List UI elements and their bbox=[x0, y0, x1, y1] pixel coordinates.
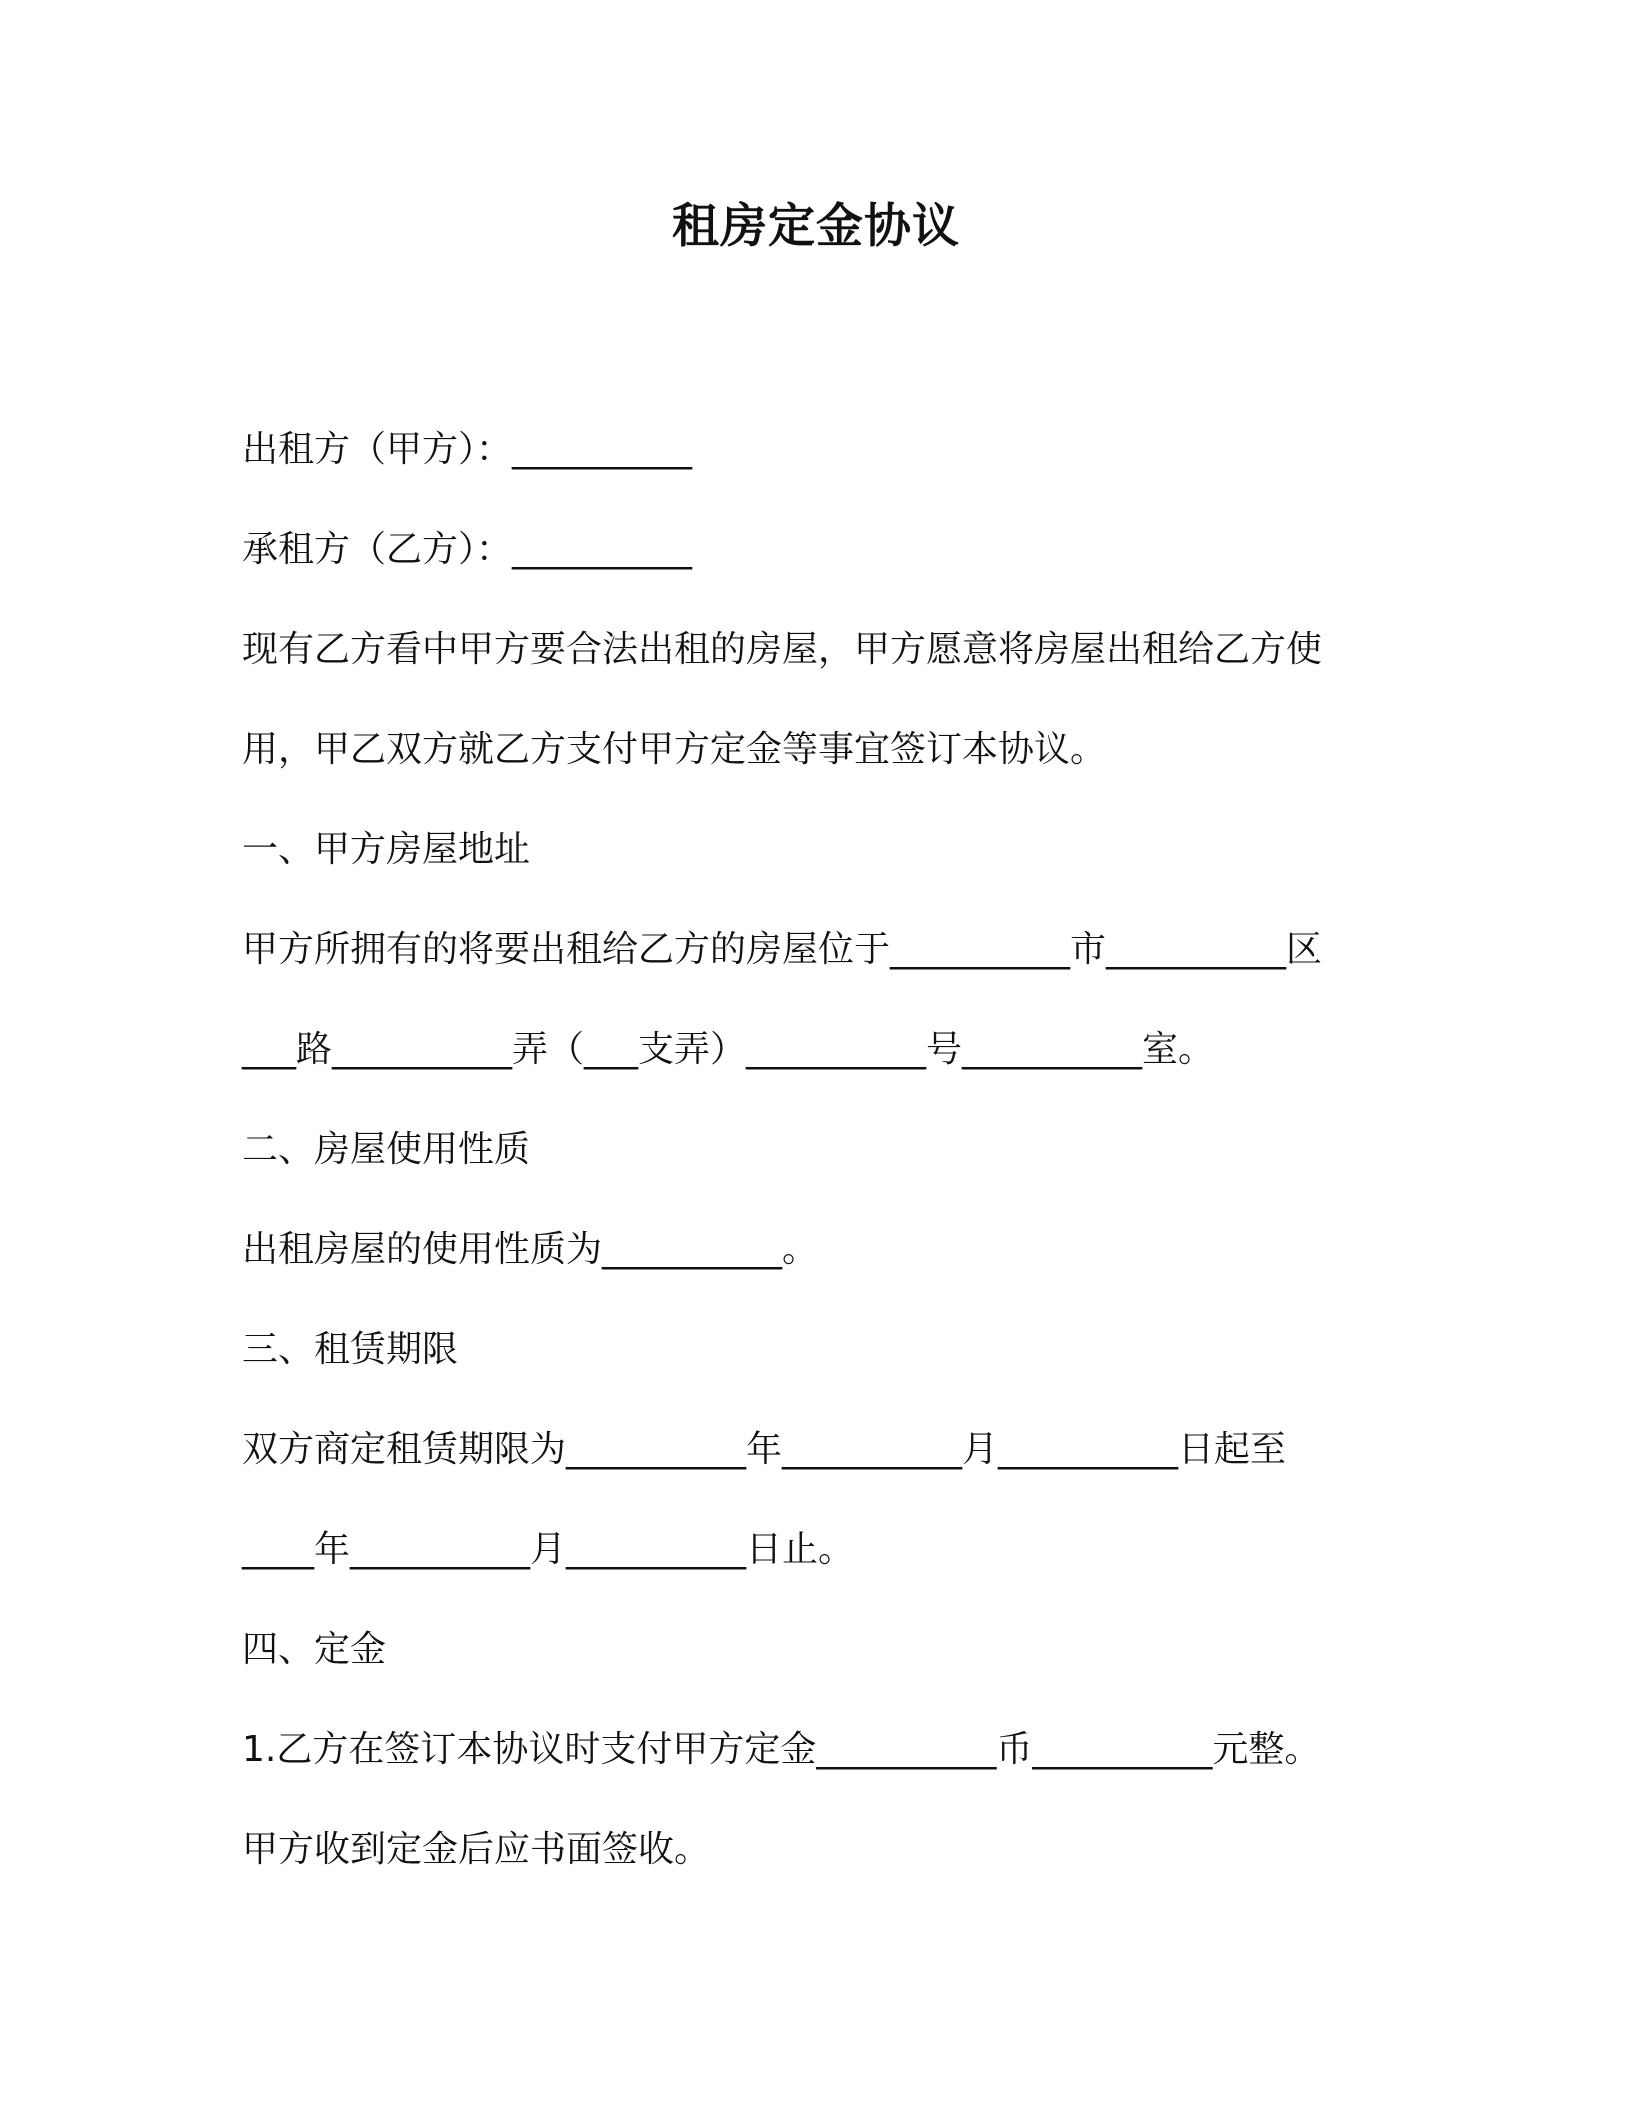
document-title: 租房定金协议 bbox=[672, 199, 960, 254]
address-line-2: ___路__________弄（___支弄）__________号__________室。 bbox=[242, 1029, 1215, 1070]
term-line-1: 双方商定租赁期限为__________年__________月__________日起至 bbox=[242, 1429, 1287, 1470]
section-4-heading: 四、定金 bbox=[242, 1629, 387, 1670]
deposit-line-1: 1.乙方在签订本协议时支付甲方定金__________币__________元整。 bbox=[242, 1729, 1321, 1770]
usage-line: 出租房屋的使用性质为__________。 bbox=[242, 1229, 819, 1270]
intro-line-2: 用，甲乙双方就乙方支付甲方定金等事宜签订本协议。 bbox=[242, 729, 1107, 770]
deposit-line-2: 甲方收到定金后应书面签收。 bbox=[242, 1829, 711, 1870]
lessor-line: 出租方（甲方）：__________ bbox=[242, 429, 693, 470]
section-1-heading: 一、甲方房屋地址 bbox=[242, 829, 531, 870]
term-line-2: ____年__________月__________日止。 bbox=[242, 1529, 855, 1570]
section-2-heading: 二、房屋使用性质 bbox=[242, 1129, 531, 1170]
address-line-1: 甲方所拥有的将要出租给乙方的房屋位于__________市__________区 bbox=[242, 929, 1323, 970]
lessee-line: 承租方（乙方）：__________ bbox=[242, 529, 693, 570]
section-3-heading: 三、租赁期限 bbox=[242, 1329, 459, 1370]
intro-line-1: 现有乙方看中甲方要合法出租的房屋，甲方愿意将房屋出租给乙方使 bbox=[242, 629, 1323, 670]
